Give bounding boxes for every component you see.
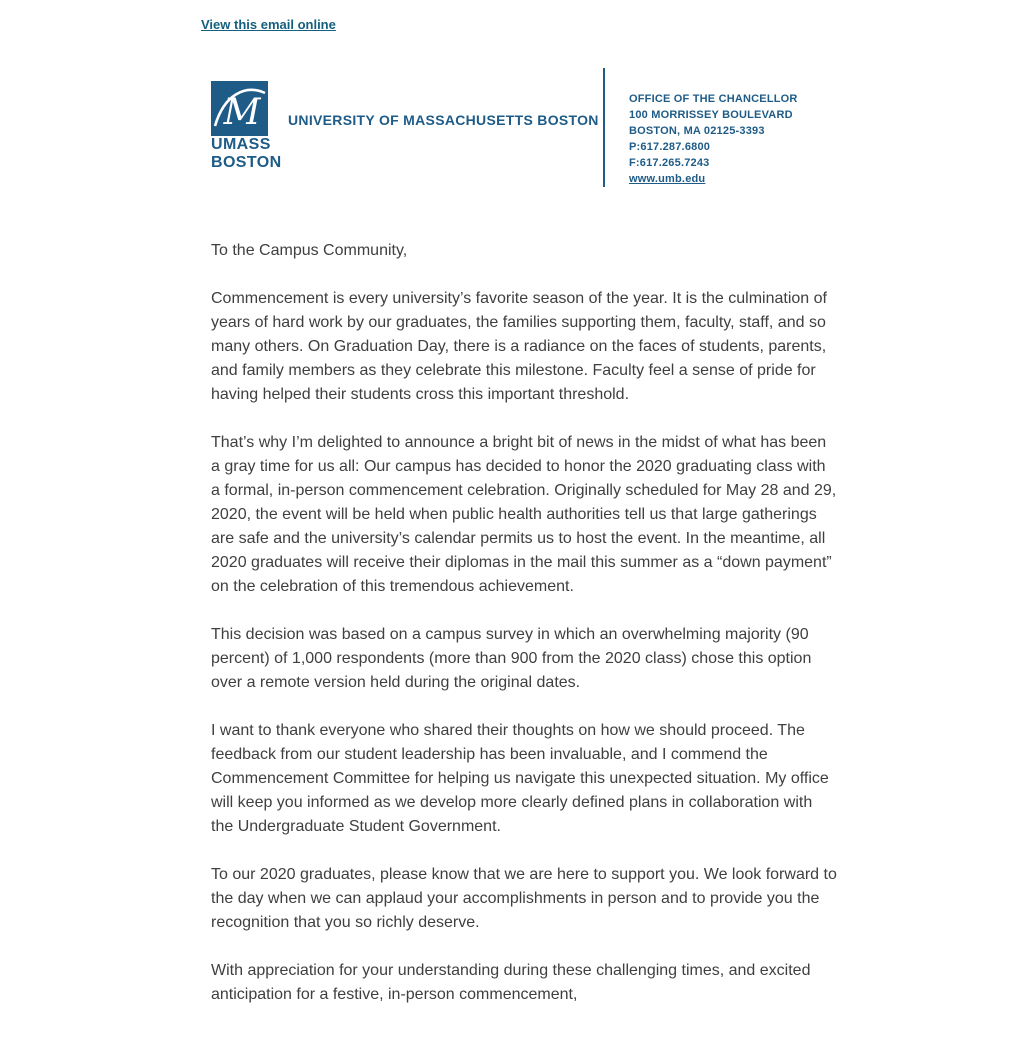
contact-office: OFFICE OF THE CHANCELLOR xyxy=(629,93,798,105)
salutation: To the Campus Community, xyxy=(211,242,408,259)
letter-paragraph: With appreciation for your understanding during these challenging times, and excited anticipation for a festive, in-person commencement, xyxy=(211,962,811,1003)
umass-logo-icon xyxy=(211,81,268,136)
letter-paragraph: This decision was based on a campus survey in which an overwhelming majority (90 percent) of 1,000 respondents (more than 900 from the 2020 class) chose this option over a remote version held during the original dates. xyxy=(211,626,812,691)
contact-phone: P:617.287.6800 xyxy=(629,141,711,153)
header-left xyxy=(211,68,603,187)
university-name: UNIVERSITY OF MASSACHUSETTS BOSTON xyxy=(288,112,599,128)
view-online-link[interactable]: View this email online xyxy=(201,17,336,32)
contact-block xyxy=(603,68,798,187)
umass-boston-logo xyxy=(211,81,282,187)
letter-body xyxy=(211,239,838,1007)
contact-address-city: BOSTON, MA 02125-3393 xyxy=(629,125,765,137)
logo-text-boston: BOSTON xyxy=(211,153,282,171)
email-header xyxy=(211,68,851,187)
letter-paragraph: Commencement is every university’s favorite season of the year. It is the culmination of years of hard work by our graduates, the families supporting them, faculty, staff, and so many others. On Graduation Day, there is a radiance on the faces of students, parents, and family members as they celebrate this milestone. Faculty feel a sense of pride for having helped their students cross this important threshold. xyxy=(211,290,827,403)
letter-paragraph: I want to thank everyone who shared their thoughts on how we should proceed. The feedback from our student leadership has been invaluable, and I commend the Commencement Committee for helping us navigate this unexpected situation. My office will keep you informed as we develop more clearly defined plans in collaboration with the Undergraduate Student Government. xyxy=(211,722,829,835)
letter-paragraph: To our 2020 graduates, please know that we are here to support you. We look forward to the day when we can applaud your accomplishments in person and to provide you the recognition that you so richly deserve. xyxy=(211,866,837,931)
svg-text:M: M xyxy=(223,92,261,133)
website-link[interactable]: www.umb.edu xyxy=(629,173,706,185)
contact-fax: F:617.265.7243 xyxy=(629,157,710,169)
logo-text-umass: UMASS xyxy=(211,136,271,153)
contact-address-street: 100 MORRISSEY BOULEVARD xyxy=(629,109,793,121)
letter-paragraph: That’s why I’m delighted to announce a bright bit of news in the midst of what has been a gray time for us all: Our campus has decided to honor the 2020 graduating class with a formal, in-person commencement celebration. Originally scheduled for May 28 and 29, 2020, the event will be held when public health authorities tell us that large gatherings are safe and the university’s calendar permits us to host the event. In the meantime, all 2020 graduates will receive their diplomas in the mail this summer as a “down payment” on the celebration of this tremendous achievement. xyxy=(211,434,837,595)
